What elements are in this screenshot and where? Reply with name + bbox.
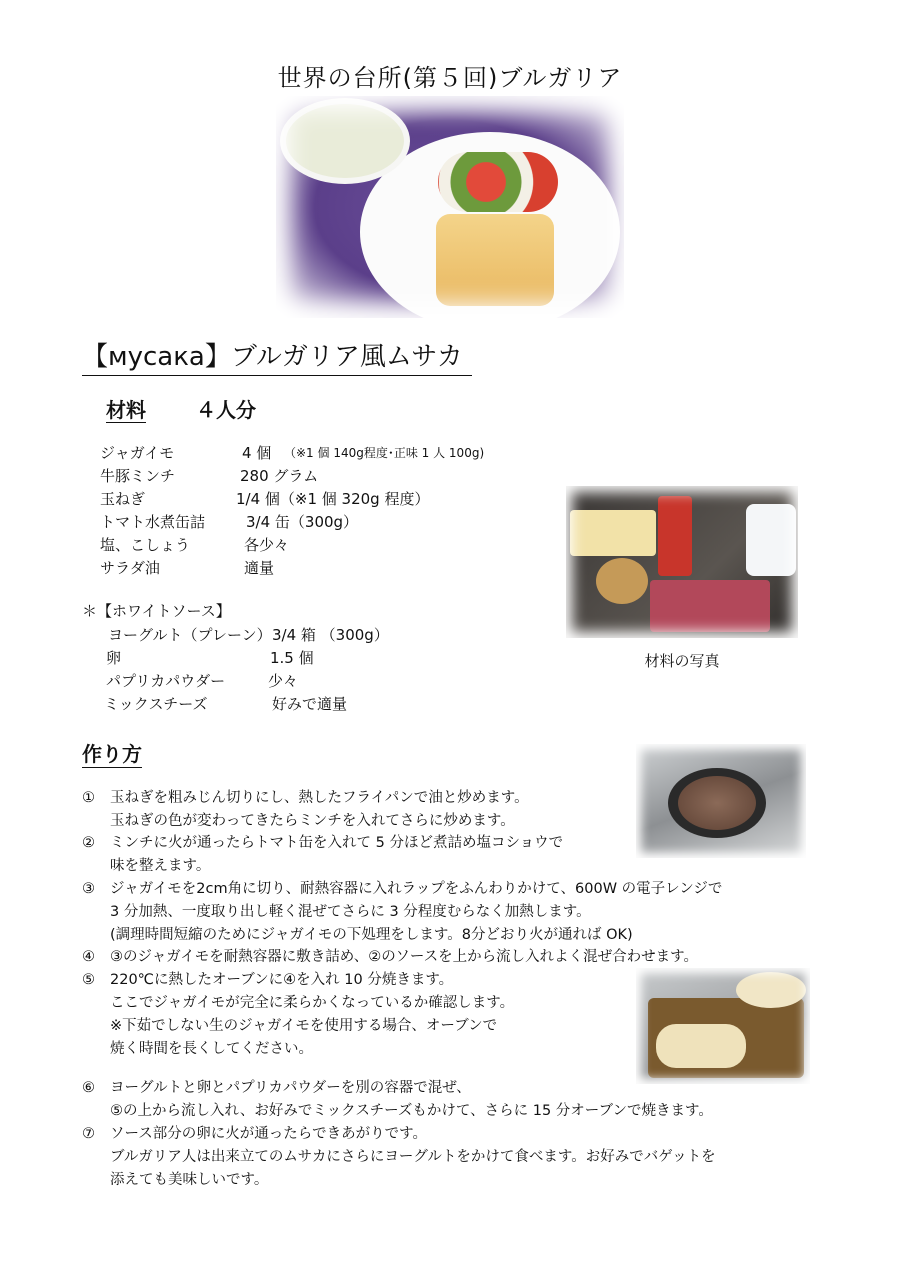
step-number: ⑤ xyxy=(82,972,95,988)
step-number: ⑦ xyxy=(82,1126,95,1142)
step-number: ② xyxy=(82,835,95,851)
step-text: ③のジャガイモを耐熱容器に敷き詰め、②のソースを上から流し入れよく混ぜ合わせます。 xyxy=(110,949,699,965)
step-text: 玉ねぎを粗みじん切りにし、熱したフライパンで油と炒めます。 xyxy=(110,790,529,806)
sauce-name: 卵 xyxy=(106,649,122,667)
ingredient-name: 牛豚ミンチ xyxy=(100,467,176,485)
sauce-name: パプリカパウダー xyxy=(106,672,226,690)
sauce-amount: 少々 xyxy=(268,672,299,690)
step-text: (調理時間短縮のためにジャガイモの下処理をします。8分どおり火が通れば OK) xyxy=(110,927,633,943)
step-4 xyxy=(82,946,698,969)
ingredient-name: 玉ねぎ xyxy=(100,490,146,508)
step-text: ソース部分の卵に火が通ったらできあがりです。 xyxy=(110,1126,427,1142)
step-7 xyxy=(82,1123,427,1146)
ingredient-amount: 280 グラム xyxy=(240,467,319,485)
sauce-heading: ＊【ホワイトソース】 xyxy=(82,602,231,620)
sauce-name: ミックスチーズ xyxy=(104,695,208,713)
step-text: 味を整えます。 xyxy=(110,858,211,874)
ingredient-amount: 4 個 xyxy=(242,444,272,462)
ingredient-name: サラダ油 xyxy=(100,559,160,577)
ingredients-heading xyxy=(106,394,256,423)
step-text: 220℃に熱したオーブンに④を入れ 10 分焼きます。 xyxy=(110,972,454,988)
ingredient-amount: 適量 xyxy=(244,559,275,577)
page-title: 世界の台所(第５回)ブルガリア xyxy=(277,64,623,92)
sauce-amount: 3/4 箱 （300g） xyxy=(272,626,389,644)
step-number: ⑥ xyxy=(82,1080,95,1096)
step-text: ヨーグルトと卵とパプリカパウダーを別の容器で混ぜ、 xyxy=(110,1080,471,1096)
step-1 xyxy=(82,787,529,810)
step-text: ここでジャガイモが完全に柔らかくなっているか確認します。 xyxy=(110,995,515,1011)
baking-tray-photo xyxy=(636,968,810,1084)
step-number: ④ xyxy=(82,949,95,965)
step-text: ジャガイモを2cm角に切り、耐熱容器に入れラップをふんわりかけて、600W の電子レンジで xyxy=(110,881,723,897)
sauce-amount: 好みで適量 xyxy=(272,695,348,713)
ingredient-amount: 3/4 缶（300g） xyxy=(246,513,359,531)
sauce-amount: 1.5 個 xyxy=(270,649,314,667)
method-heading: 作り方 xyxy=(82,738,142,768)
servings: ４人分 xyxy=(196,398,256,422)
step-2 xyxy=(82,832,563,855)
step-text: ブルガリア人は出来立てのムサカにさらにヨーグルトをかけて食べます。お好みでバゲットを xyxy=(110,1149,716,1165)
ingredient-amount: 1/4 個（※1 個 320g 程度） xyxy=(236,490,430,508)
step-number: ③ xyxy=(82,881,95,897)
step-6 xyxy=(82,1077,471,1100)
ingredient-name: ジャガイモ xyxy=(100,444,175,462)
step-text: ミンチに火が通ったらトマト缶を入れて 5 分ほど煮詰め塩コショウで xyxy=(110,835,564,851)
step-text: ⑤の上から流し入れ、お好みでミックスチーズもかけて、さらに 15 分オーブンで焼きます。 xyxy=(110,1103,713,1119)
ingredient-name: トマト水煮缶詰 xyxy=(100,513,206,531)
step-5 xyxy=(82,969,453,992)
step-number: ① xyxy=(82,790,95,806)
sauce-name: ヨーグルト（プレーン） xyxy=(108,626,272,644)
frying-pan-photo xyxy=(636,744,806,858)
dish-photo xyxy=(276,96,624,318)
photo-caption: 材料の写真 xyxy=(644,652,720,670)
ingredients-label: 材料 xyxy=(106,398,146,422)
ingredients-photo xyxy=(566,486,798,638)
step-text: 3 分加熱、一度取り出し軽く混ぜてさらに 3 分程度むらなく加熱します。 xyxy=(110,904,591,920)
ingredient-note: （※1 個 140g程度･正味 1 人 100g) xyxy=(284,446,485,460)
ingredient-amount: 各少々 xyxy=(244,536,290,554)
step-text: 玉ねぎの色が変わってきたらミンチを入れてさらに炒めます。 xyxy=(110,813,515,829)
step-text: 焼く時間を長くしてください。 xyxy=(110,1041,313,1057)
ingredient-name: 塩、こしょう xyxy=(100,536,191,554)
recipe-title: 【мусака】ブルガリア風ムサカ xyxy=(82,336,472,376)
step-3 xyxy=(82,878,722,901)
step-text: ※下茹でしない生のジャガイモを使用する場合、オーブンで xyxy=(110,1018,498,1034)
step-text: 添えても美味しいです。 xyxy=(110,1172,269,1188)
